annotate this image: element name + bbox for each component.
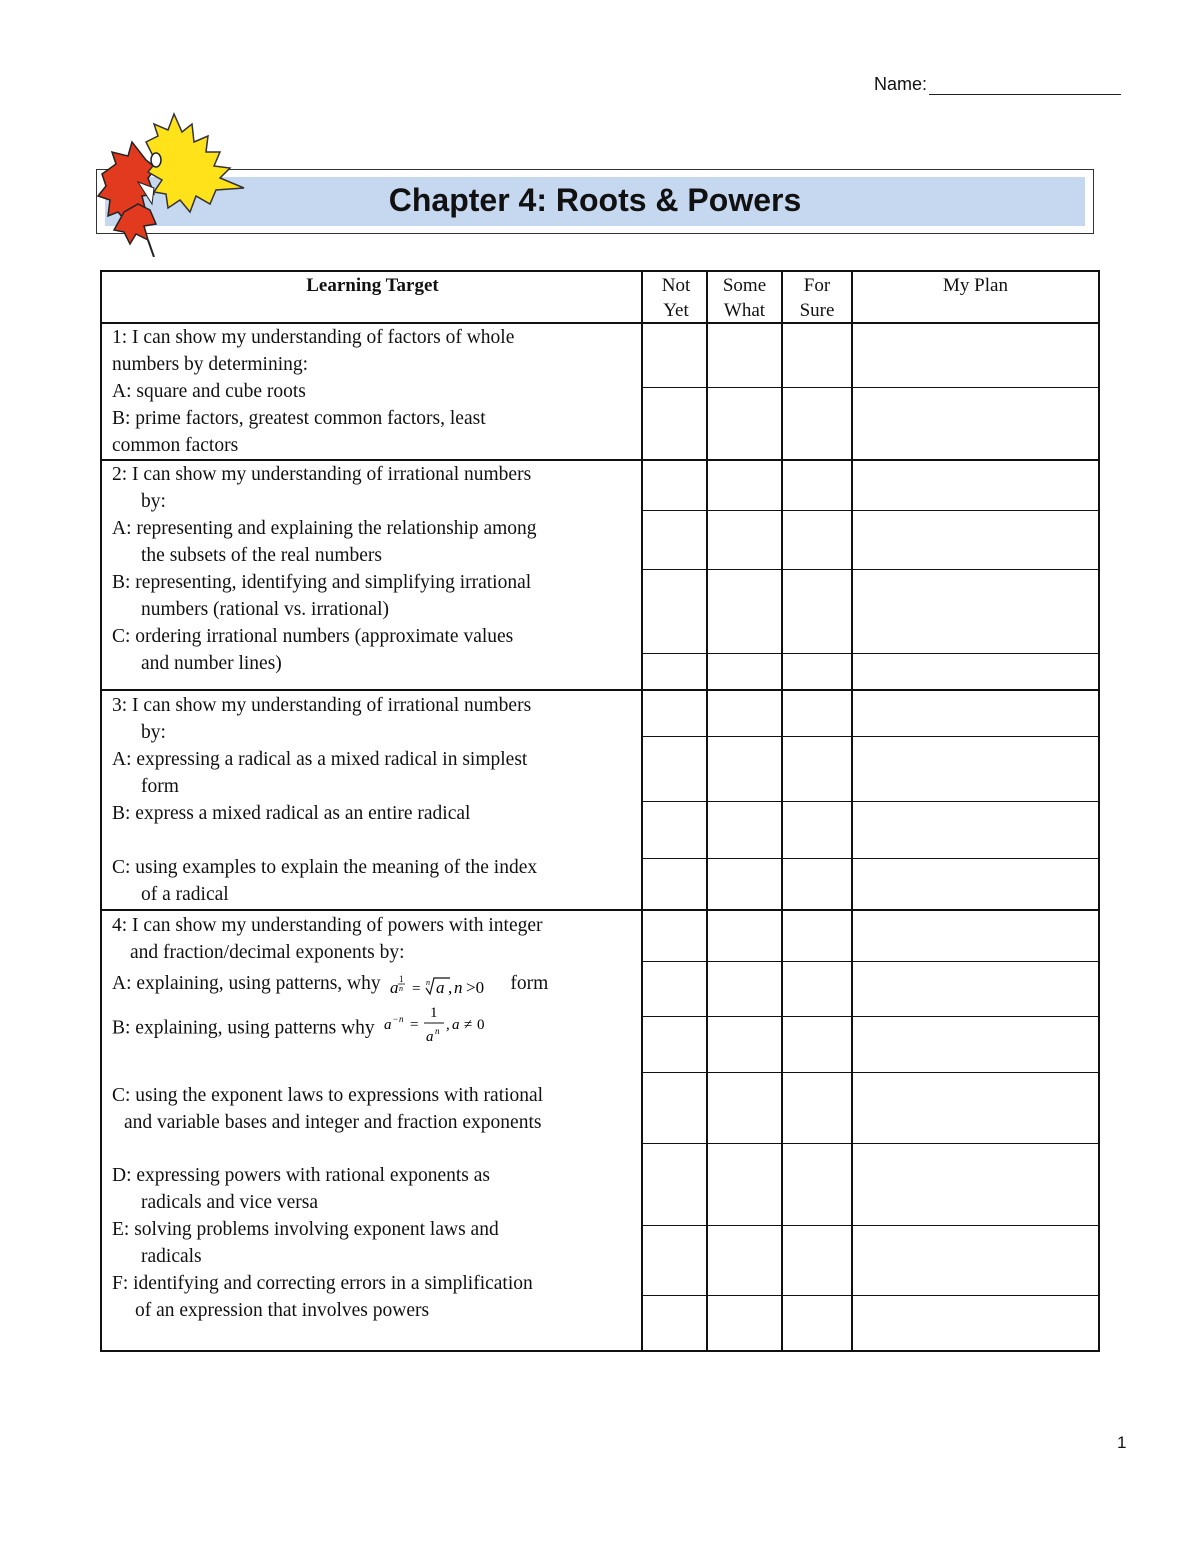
table-row — [643, 387, 1100, 388]
svg-text:,: , — [447, 977, 452, 997]
s4-item-f-line1: F: identifying and correcting errors in a simplification — [112, 1273, 533, 1294]
table-row — [643, 858, 1100, 859]
s3-intro-line1: 3: I can show my understanding of irrational numbers — [112, 695, 532, 716]
s4-item-b-text: B: explaining, using patterns why — [112, 1017, 375, 1039]
s2-item-c-line2: and number lines) — [141, 653, 282, 674]
svg-text:0: 0 — [476, 1017, 485, 1033]
s2-item-c-line1: C: ordering irrational numbers (approximate values — [112, 626, 514, 647]
table-row — [643, 801, 1100, 802]
table-row — [643, 961, 1100, 962]
header-learning-target: Learning Target — [306, 275, 439, 296]
s2-item-b-line1: B: representing, identifying and simplifying irrational — [112, 572, 532, 593]
s4-item-a-formula — [386, 972, 506, 998]
s4-item-a-text: A: explaining, using patterns, why — [112, 973, 381, 994]
s3-item-b: B: express a mixed radical as an entire radical — [112, 803, 471, 824]
svg-text:n: n — [398, 983, 403, 993]
s4-item-e-line2: radicals — [141, 1246, 202, 1267]
header-for-sure-line2: Sure — [799, 300, 835, 321]
header-not-yet — [645, 273, 707, 323]
svg-text:1: 1 — [398, 973, 404, 984]
s3-item-a-line2: form — [141, 776, 179, 797]
svg-text:n: n — [453, 977, 463, 997]
s4-item-a — [112, 970, 637, 998]
s3-item-a-line1: A: expressing a radical as a mixed radical in simplest — [112, 749, 528, 770]
s2-intro-line1: 2: I can show my understanding of irrational numbers — [112, 464, 532, 485]
s4-item-b — [112, 1005, 637, 1047]
section-1-text — [112, 324, 637, 459]
section-3-text — [112, 692, 637, 908]
table-row — [643, 569, 1100, 570]
name-label: Name: — [874, 74, 928, 94]
table-row — [643, 736, 1100, 737]
s4-item-c-line2: and variable bases and integer and fraction exponents — [124, 1112, 542, 1133]
page-number: 1 — [1117, 1433, 1127, 1452]
svg-text:=: = — [409, 1017, 419, 1033]
s4-items-d-f — [112, 1162, 637, 1324]
header-not-yet-line2: Yet — [663, 300, 689, 321]
header-for-sure-line1: For — [803, 275, 831, 296]
table-row — [643, 1225, 1100, 1226]
svg-text:1: 1 — [429, 1005, 438, 1021]
s1-item-b-line1: B: prime factors, greatest common factors, least — [112, 408, 486, 429]
s4-item-d-line1: D: expressing powers with rational exponents as — [112, 1165, 491, 1186]
header-some-what — [708, 273, 781, 323]
table-row — [643, 1143, 1100, 1144]
section-divider — [100, 909, 1100, 911]
s4-item-e-line1: E: solving problems involving exponent laws and — [112, 1219, 499, 1240]
name-field[interactable] — [874, 74, 1121, 95]
svg-text:=: = — [411, 980, 420, 997]
maple-leaf-logo-icon — [94, 112, 254, 257]
svg-text:a: a — [451, 1017, 460, 1033]
s3-item-c-line2: of a radical — [141, 884, 229, 905]
svg-text:a: a — [383, 1017, 392, 1033]
s4-item-c-line1: C: using the exponent laws to expressions with rational — [112, 1085, 544, 1106]
svg-text:n: n — [398, 1014, 404, 1024]
name-blank[interactable] — [929, 76, 1121, 95]
svg-text:≠: ≠ — [463, 1017, 472, 1033]
header-my-plan: My Plan — [943, 275, 1008, 296]
svg-text:,: , — [445, 1017, 450, 1033]
table-row — [643, 653, 1100, 654]
s2-intro-line2: by: — [141, 491, 166, 512]
svg-text:n: n — [434, 1026, 440, 1036]
s2-item-a-line1: A: representing and explaining the relationship among — [112, 518, 537, 539]
section-2-text — [112, 461, 637, 677]
s1-intro-line1: 1: I can show my understanding of factors of whole — [112, 327, 515, 348]
s4-item-f-line2: of an expression that involves powers — [135, 1300, 430, 1321]
s3-item-c-line1: C: using examples to explain the meaning of the index — [112, 857, 538, 878]
s4-intro-line1: 4: I can show my understanding of powers with integer — [112, 915, 543, 936]
svg-text:a: a — [435, 977, 445, 997]
header-some-what-line1: Some — [722, 275, 767, 296]
header-not-yet-line1: Not — [661, 275, 691, 296]
s4-item-c — [112, 1082, 637, 1136]
table-row — [643, 1072, 1100, 1073]
table-row — [643, 1016, 1100, 1017]
s1-item-a: A: square and cube roots — [112, 381, 306, 402]
table-row — [643, 510, 1100, 511]
header-for-sure — [783, 273, 851, 323]
svg-text:a: a — [389, 977, 399, 997]
s3-spacer — [112, 827, 637, 854]
svg-text:a: a — [425, 1029, 434, 1045]
section-divider — [100, 689, 1100, 691]
s2-item-b-line2: numbers (rational vs. irrational) — [141, 599, 390, 620]
page-title: Chapter 4: Roots & Powers — [388, 182, 802, 218]
s4-item-d-line2: radicals and vice versa — [141, 1192, 319, 1213]
svg-text:−: − — [392, 1014, 398, 1024]
s4-intro-line2: and fraction/decimal exponents by: — [130, 942, 405, 963]
header-some-what-line2: What — [723, 300, 766, 321]
table-row — [643, 1295, 1100, 1296]
s4-item-a-form: form — [510, 973, 549, 994]
section-4-text — [112, 912, 637, 966]
svg-text:n: n — [425, 977, 430, 987]
s2-item-a-line2: the subsets of the real numbers — [141, 545, 382, 566]
s1-item-b-line2: common factors — [112, 435, 239, 456]
svg-text:>0: >0 — [465, 977, 484, 997]
s4-item-b-formula — [380, 1001, 510, 1047]
s1-intro-line2: numbers by determining: — [112, 354, 309, 375]
s3-intro-line2: by: — [141, 722, 166, 743]
